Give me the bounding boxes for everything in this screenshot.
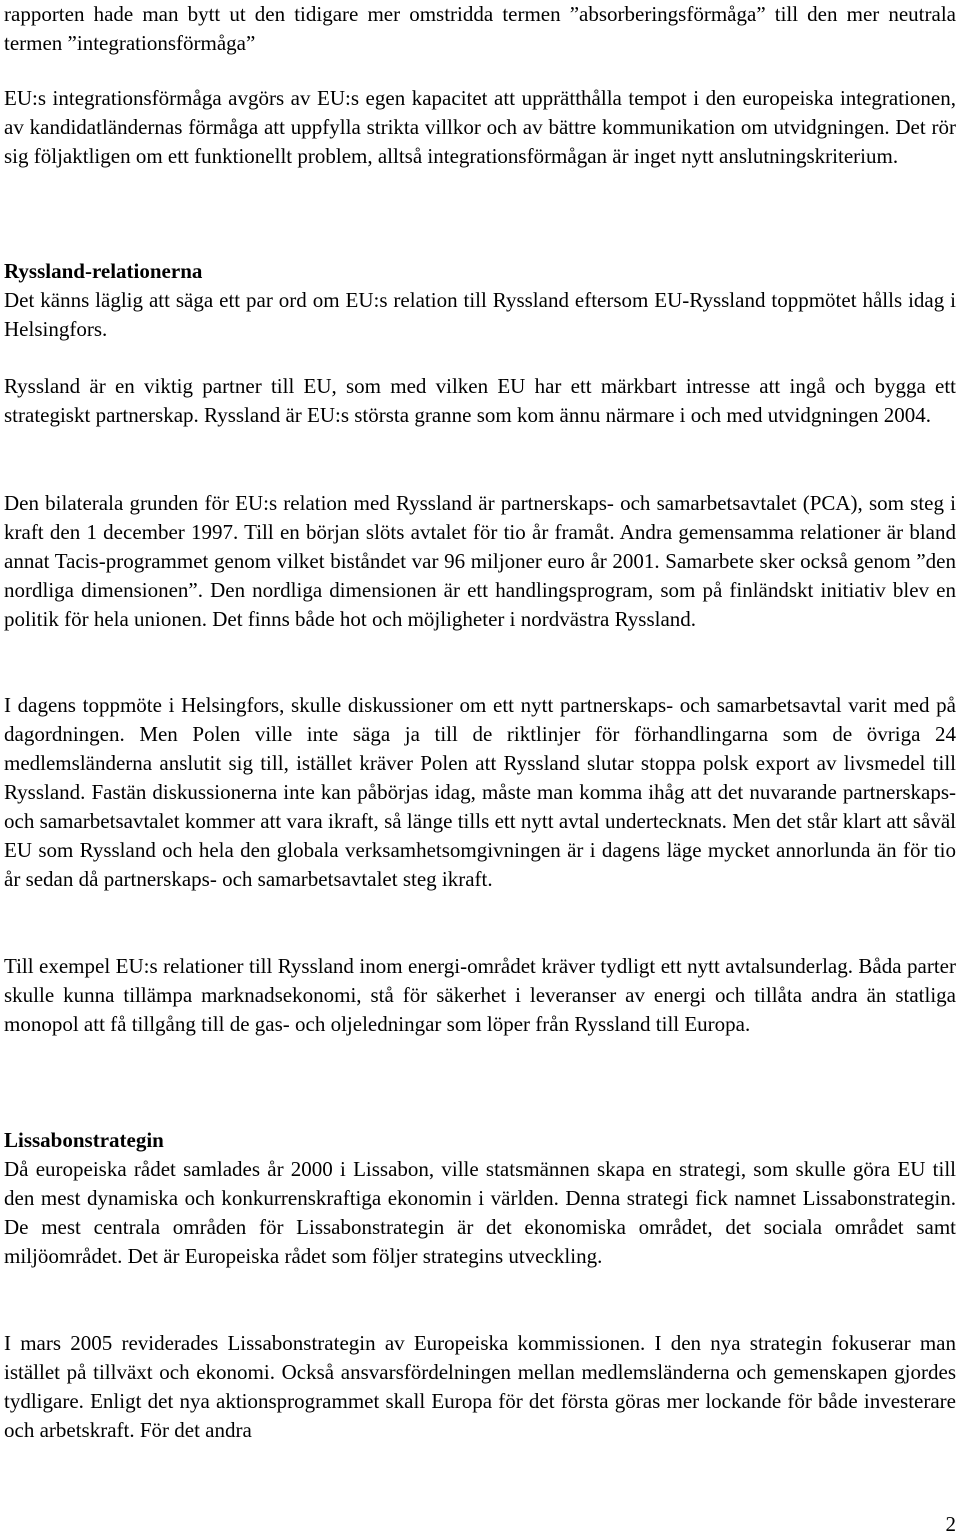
paragraph: I mars 2005 reviderades Lissabonstrategin av Europeiska kommissionen. I den nya strategin fokuserar man istället på tillväxt och ekonomi. Också ansvarsfördelningen mellan medlemsländerna och gemenskapen gjordes tydligare. Enligt det nya aktionsprogrammet skall Europa för det första göras mer lockande för både investerare och arbetskraft. För det andra	[4, 1331, 956, 1442]
paragraph: EU:s integrationsförmåga avgörs av EU:s egen kapacitet att upprätthålla tempot i den europeiska integrationen, av kandidatländernas förmåga att uppfylla strikta villkor och av bättre kommunikation om utvidgningen. Det rör sig följaktligen om ett funktionellt problem, alltså integrationsförmågan är inget nytt anslutningskriterium.	[4, 86, 956, 168]
paragraph: Till exempel EU:s relationer till Ryssland inom energi-området kräver tydligt ett nytt avtalsunderlag. Båda parter skulle kunna tillämpa marknadsekonomi, stå för säkerhet i leveranser av energi och tillåta andra än statliga monopol att få tillgång till de gas- och oljeledningar som löper från Ryssland till Europa.	[4, 954, 956, 1036]
paragraph: Då europeiska rådet samlades år 2000 i Lissabon, ville statsmännen skapa en strategi, som skulle göra EU till den mest dynamiska och konkurrenskraftiga ekonomin i världen. Denna strategi fick namnet Lissabonstrategin. De mest centrala områden för Lissabonstrategin är det ekonomiska området, det sociala området samt miljöområdet. Det är Europeiska rådet som följer strategins utveckling.	[4, 1157, 956, 1268]
paragraph: Ryssland är en viktig partner till EU, som med vilken EU har ett märkbart intresse att ingå och bygga ett strategiskt partnerskap. Ryssland är EU:s största granne som kom ännu närmare i och med utvidgningen 2004.	[4, 374, 956, 427]
section-heading-lissabon: Lissabonstrategin	[4, 1128, 164, 1152]
page-number: 2	[945, 1512, 956, 1536]
section-heading-ryssland: Ryssland-relationerna	[4, 259, 203, 283]
paragraph: Det känns läglig att säga ett par ord om EU:s relation till Ryssland eftersom EU-Ryssland toppmötet hålls idag i Helsingfors.	[4, 288, 956, 341]
paragraph: rapporten hade man bytt ut den tidigare mer omstridda termen ”absorberingsförmåga” till den mer neutrala termen ”integrationsförmåga”	[4, 2, 956, 55]
paragraph: Den bilaterala grunden för EU:s relation med Ryssland är partnerskaps- och samarbetsavtalet (PCA), som steg i kraft den 1 december 1997. Till en början slöts avtalet för tio år framåt. Andra gemensamma relationer är bland annat Tacis-programmet genom vilket biståndet var 96 miljoner euro år 2001. Samarbete sker också genom ”den nordliga dimensionen”. Den nordliga dimensionen är ett handlingsprogram, som på finländskt initiativ blev en politik för hela unionen. Det finns både hot och möjligheter i nordvästra Ryssland.	[4, 491, 956, 631]
paragraph: I dagens toppmöte i Helsingfors, skulle diskussioner om ett nytt partnerskaps- och samarbetsavtal varit med på dagordningen. Men Polen ville inte säga ja till de riktlinjer för förhandlingarna som de övriga 24 medlemsländerna anslutit sig till, istället kräver Polen att Ryssland slutar stoppa polsk export av livsmedel till Ryssland. Fastän diskussionerna inte kan påbörjas idag, måste man komma ihåg att det nuvarande partnerskaps- och samarbetsavtalet kommer att vara ikraft, så länge tills ett nytt avtal undertecknats. Men det står klart att såväl EU som Ryssland och hela den globala verksamhetsomgivningen är i dagens läge mycket annorlunda än för tio år sedan då partnerskaps- och samarbetsavtalet steg ikraft.	[4, 693, 956, 891]
